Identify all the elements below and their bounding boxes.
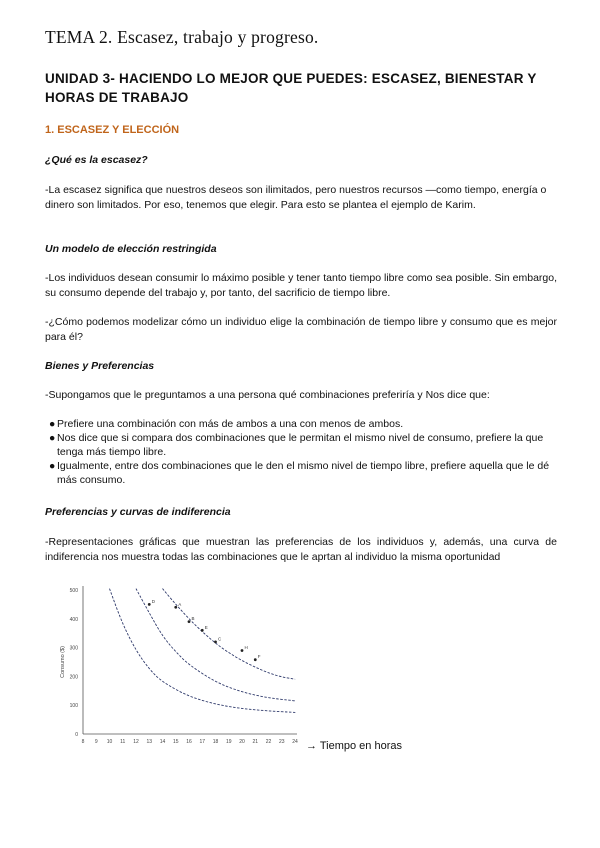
y-tick-label: 500 [69, 588, 78, 594]
x-tick-label: 24 [292, 739, 298, 745]
document-title: TEMA 2. Escasez, trabajo y progreso. [45, 27, 319, 47]
chart-point [148, 603, 151, 606]
y-tick-label: 100 [69, 703, 78, 710]
chart-point-label: D [151, 598, 155, 604]
subheading-restricted-choice: Un modelo de elección restringida [45, 243, 217, 255]
x-tick-label: 12 [133, 739, 139, 745]
list-item: ● Nos dice que si compara dos combinaciones que le permitan el mismo nivel de consumo, prefiere la que tenga más tiempo libre. [49, 432, 544, 458]
chart-point-label: E [204, 624, 208, 630]
paragraph-model-question: -¿Cómo podemos modelizar cómo un individuo elige la combinación de tiempo libre y consumo que es mejor para él? [45, 316, 557, 343]
paragraph-individuals: -Los individuos desean consumir lo máximo posible y tener tanto tiempo libre como sea posible. Sin embargo, su consumo depende del trabajo y, por tanto, del sacrificio de tiempo libre. [45, 272, 557, 299]
chart-point [188, 620, 191, 623]
chart-point-label: F [257, 654, 261, 660]
indifference-curve [136, 589, 295, 701]
chart-point-label: A [178, 601, 182, 607]
x-tick-label: 21 [252, 739, 259, 745]
y-tick-label: 0 [75, 732, 78, 738]
x-tick-label: 18 [212, 739, 219, 745]
indifference-curve [110, 589, 296, 713]
paragraph-indifference: -Representaciones gráficas que muestran las preferencias de los individuos y, además, una curva de indiferencia nos muestra todas las combinaciones que le aprtan al individuo la misma oportunidad [45, 536, 557, 563]
bullet-icon: ● [49, 418, 56, 430]
subheading-indifference-curves: Preferencias y curvas de indiferencia [45, 506, 231, 518]
paragraph-suppose: -Supongamos que le preguntamos a una persona qué combinaciones preferiría y Nos dice que: [45, 389, 490, 401]
x-tick-label: 9 [94, 739, 98, 745]
list-item: ● Igualmente, entre dos combinaciones que le den el mismo nivel de tiempo libre, prefiere aquella que le dé más consumo. [49, 460, 550, 486]
chart-point-label: B [191, 616, 195, 622]
x-tick-label: 23 [278, 739, 285, 745]
x-tick-label: 19 [225, 739, 232, 745]
axis-note: → Tiempo en horas [306, 740, 402, 752]
x-tick-label: 10 [106, 739, 113, 745]
x-tick-label: 17 [199, 739, 206, 745]
chart-point-label: C [218, 636, 222, 642]
list-item: ● Prefiere una combinación con más de ambos a una con menos de ambos. [49, 418, 404, 430]
chart-point [254, 658, 257, 661]
chart-point [241, 649, 244, 652]
chart-point-label: H [244, 644, 248, 650]
x-tick-label: 22 [265, 739, 272, 745]
x-tick-label: 8 [81, 739, 85, 745]
bullet-icon: ● [49, 432, 56, 444]
x-tick-label: 15 [172, 739, 179, 745]
paragraph-scarcity: -La escasez significa que nuestros deseos son ilimitados, pero nuestros recursos —como tiempo, energía o dinero son limitados. Por eso, tenemos que elegir. Para esto se plantea el ejemplo de Karim. [45, 184, 547, 211]
chart-point [174, 606, 177, 609]
preferences-list [45, 417, 557, 487]
unit-heading: UNIDAD 3- HACIENDO LO MEJOR QUE PUEDES: ESCASEZ, BIENESTAR Y HORAS DE TRABAJO [45, 71, 537, 105]
indifference-chart [55, 582, 305, 747]
x-tick-label: 16 [186, 739, 192, 745]
y-tick-label: 400 [69, 616, 78, 623]
subheading-goods-preferences: Bienes y Preferencias [45, 360, 155, 372]
indifference-curve [163, 589, 296, 680]
y-tick-label: 200 [69, 674, 78, 681]
x-tick-label: 13 [146, 739, 153, 745]
section-heading: 1. ESCASEZ Y ELECCIÓN [45, 124, 180, 136]
x-tick-label: 11 [120, 739, 126, 745]
chart-point [214, 640, 217, 643]
chart-point [201, 629, 204, 632]
subheading-what-is-scarcity: ¿Qué es la escasez? [45, 154, 148, 166]
bullet-icon: ● [49, 460, 56, 472]
x-tick-label: 20 [239, 739, 245, 745]
y-tick-label: 300 [69, 645, 78, 652]
y-axis-label: Consumo ($) [60, 646, 66, 678]
x-tick-label: 14 [159, 739, 166, 745]
